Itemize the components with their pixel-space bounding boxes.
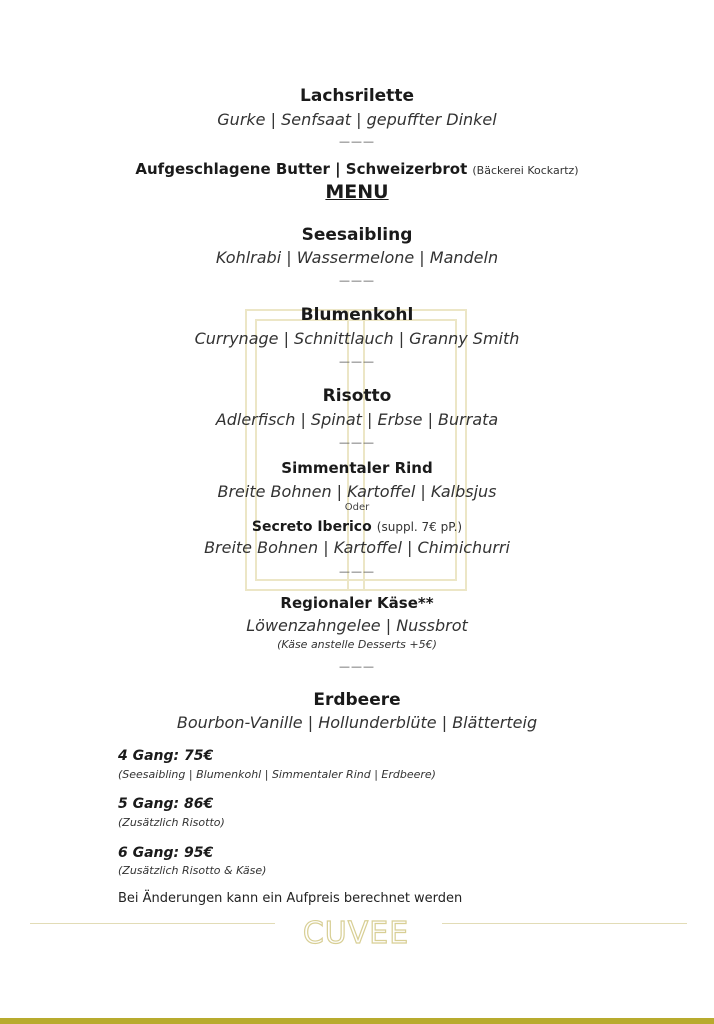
course-title: Erdbeere: [313, 690, 401, 710]
course-title: Simmentaler Rind: [281, 459, 433, 477]
price-note: (Seesaibling | Blumenkohl | Simmentaler Rind | Erdbeere): [118, 768, 436, 781]
amuse-description: Gurke | Senfsaat | gepuffter Dinkel: [217, 110, 497, 129]
bread-title: Aufgeschlagene Butter | Schweizerbrot: [135, 160, 468, 178]
separator: ———: [339, 355, 375, 368]
price-note: (Zusätzlich Risotto): [118, 816, 225, 829]
price-label: 5 Gang: 86€: [118, 796, 214, 812]
oder-label: Oder: [344, 502, 370, 513]
separator: ———: [339, 565, 375, 578]
divider-right: [442, 923, 687, 924]
price-label: 4 Gang: 75€: [118, 748, 214, 764]
price-label: 6 Gang: 95€: [118, 845, 214, 861]
separator: ———: [339, 274, 375, 287]
separator: ———: [339, 436, 375, 449]
course-title: Blumenkohl: [300, 305, 414, 325]
bottom-accent-bar: [0, 1018, 714, 1024]
cuvee-logo: [300, 905, 412, 949]
alt-course-description: Breite Bohnen | Kartoffel | Chimichurri: [204, 538, 510, 557]
course-description: Breite Bohnen | Kartoffel | Kalbsjus: [217, 482, 497, 501]
course-title: Seesaibling: [301, 225, 413, 245]
alt-course-title: Secreto Iberico: [251, 519, 372, 535]
course-title: Regionaler Käse**: [280, 594, 434, 612]
course-title: Risotto: [322, 386, 392, 406]
bread-note: (Bäckerei Kockartz): [472, 164, 579, 177]
svg-text:CUVEE: CUVEE: [302, 916, 410, 949]
alt-course-note: (suppl. 7€ pP.): [376, 520, 463, 534]
course-description: Adlerfisch | Spinat | Erbse | Burrata: [215, 410, 499, 429]
divider-left: [30, 923, 275, 924]
course-note: (Käse anstelle Desserts +5€): [277, 638, 437, 651]
amuse-title: Lachsrilette: [300, 86, 414, 106]
course-description: Löwenzahngelee | Nussbrot: [246, 616, 468, 635]
separator: ———: [339, 135, 375, 148]
course-description: Currynage | Schnittlauch | Granny Smith: [194, 329, 520, 348]
course-description: Bourbon-Vanille | Hollunderblüte | Blätterteig: [176, 713, 538, 732]
course-description: Kohlrabi | Wassermelone | Mandeln: [215, 248, 499, 267]
price-note: (Zusätzlich Risotto & Käse): [118, 864, 267, 877]
separator: ———: [339, 660, 375, 673]
alt-course-line: [0, 516, 714, 535]
menu-heading: MENU: [325, 181, 389, 203]
bread-line: [0, 159, 714, 178]
footer-note: Bei Änderungen kann ein Aufpreis berechnet werden: [118, 891, 463, 906]
